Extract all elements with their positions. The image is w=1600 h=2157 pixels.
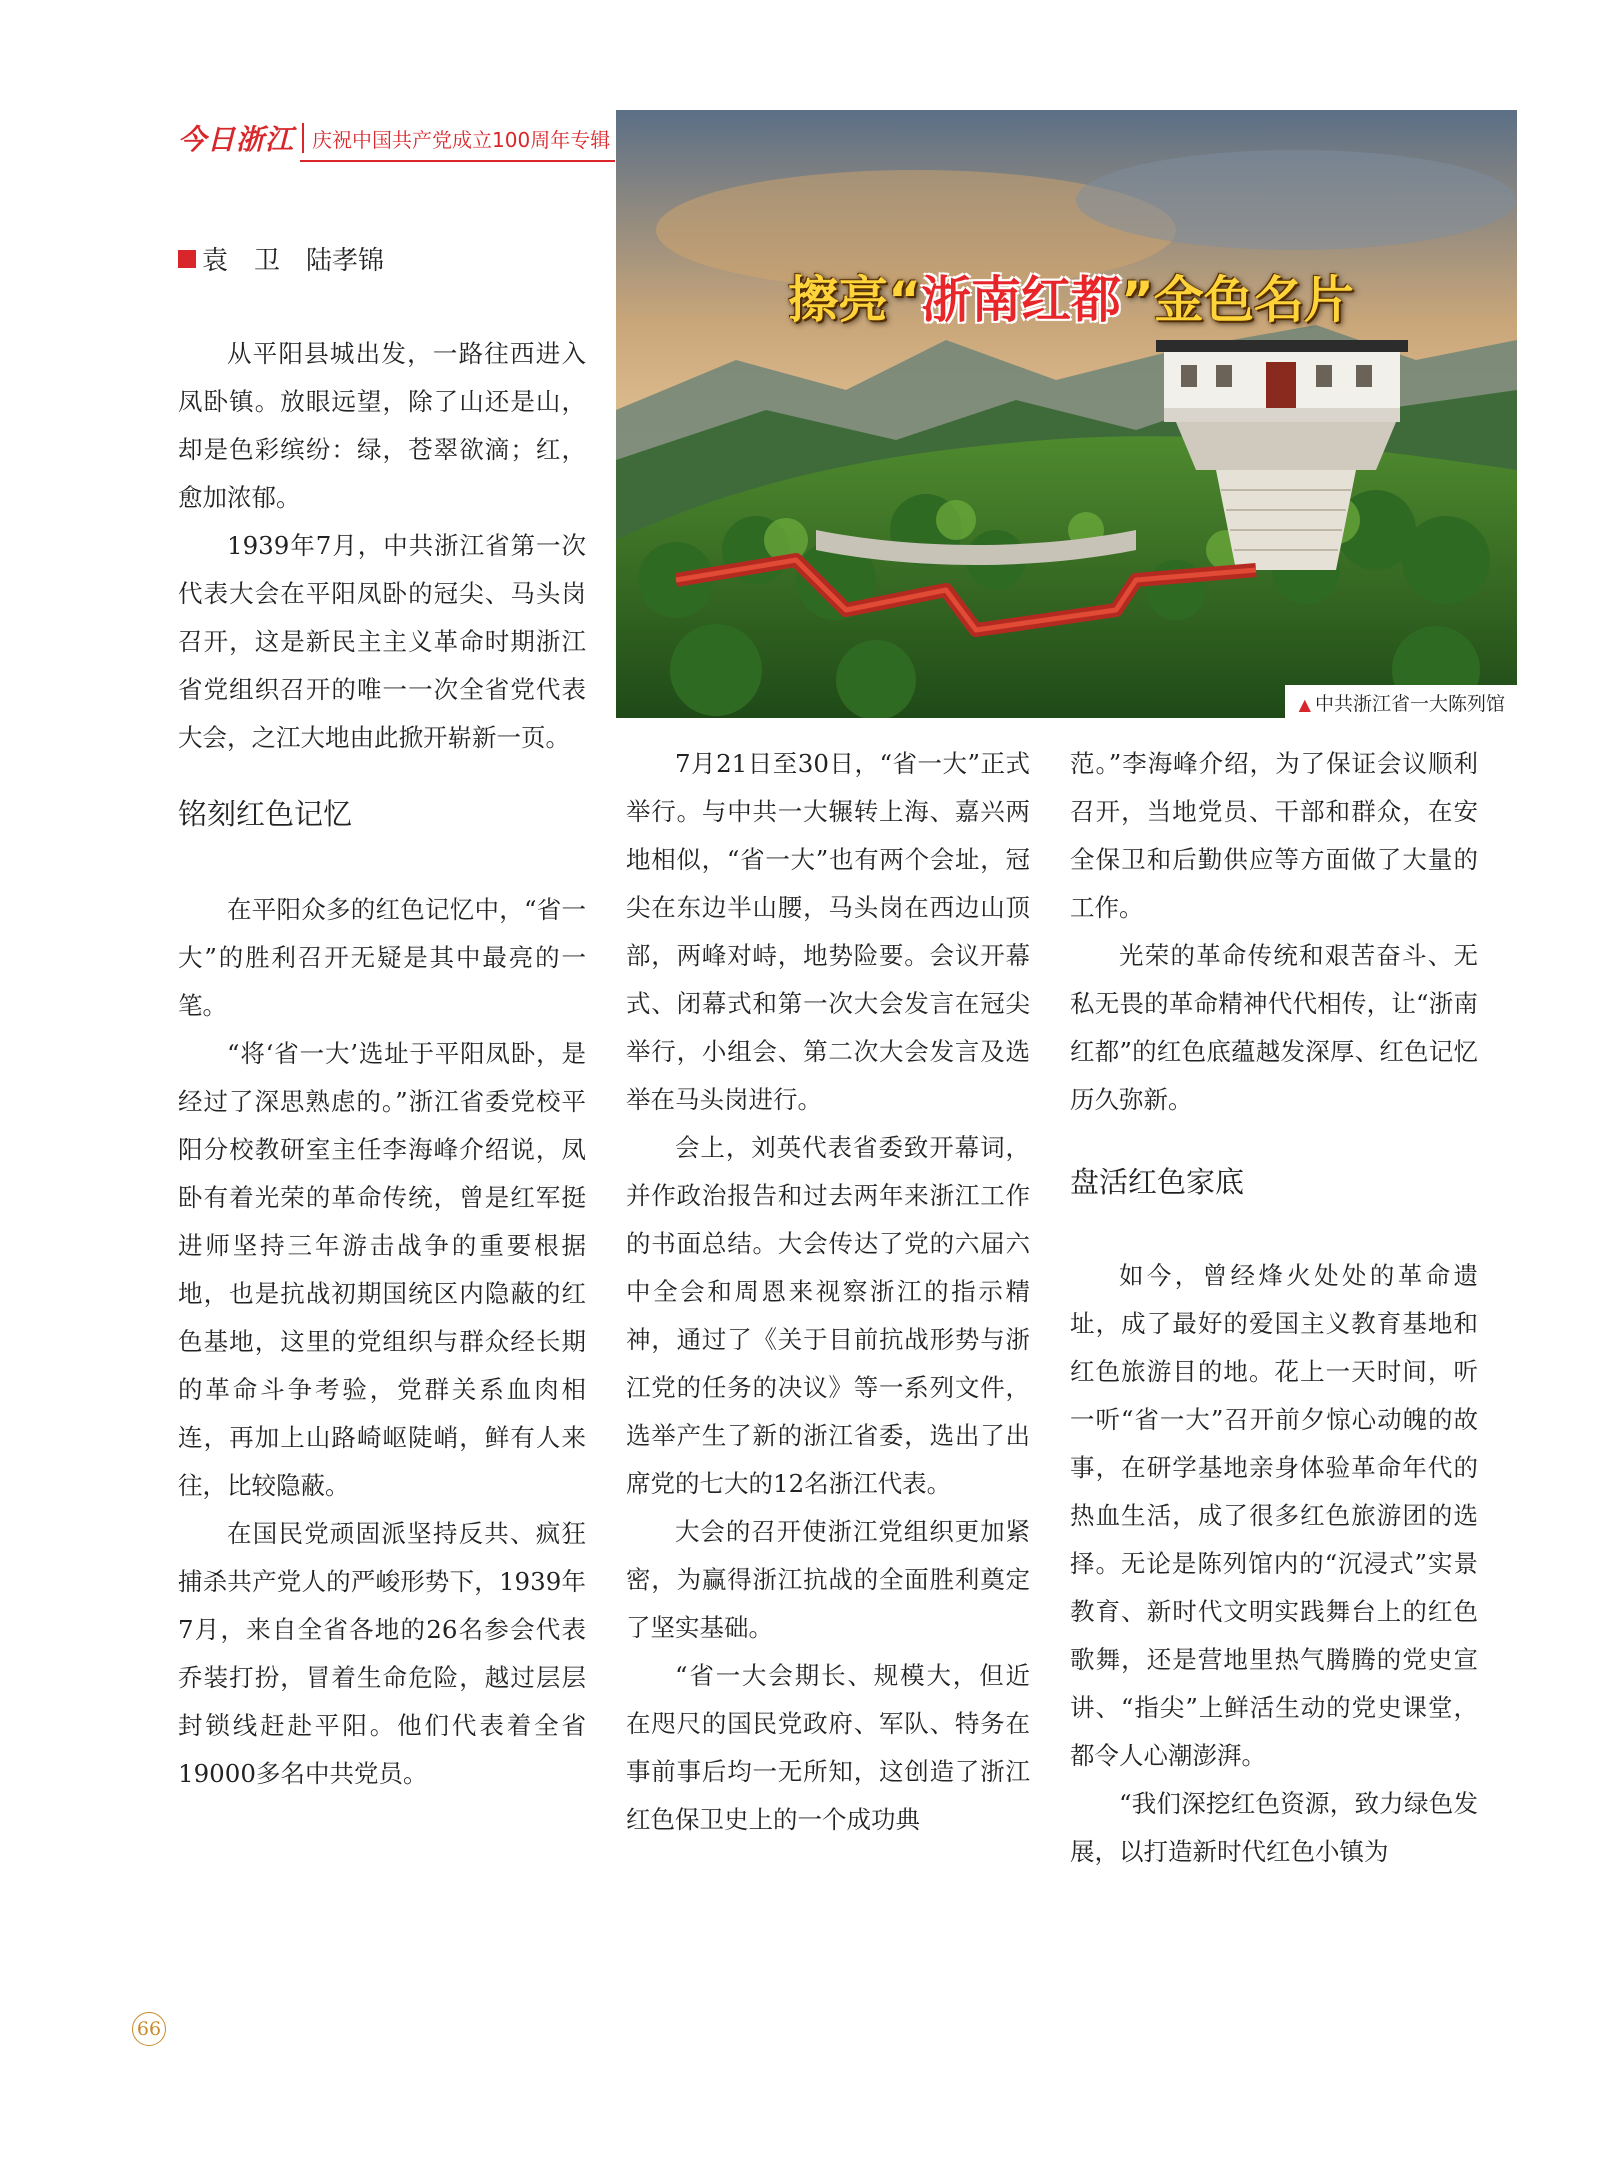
paragraph: 7月21日至30日，“省一大”正式举行。与中共一大辗转上海、嘉兴两地相似，“省一大”也有两个会址，冠尖在东边半山腰，马头岗在西边山顶部，两峰对峙，地势险要。会议开幕式、闭幕式和第一次大会发言在冠尖举行，小组会、第二次大会发言及选举在马头岗进行。 xyxy=(626,749,1030,1114)
paragraph: 如今，曾经烽火处处的革命遗址，成了最好的爱国主义教育基地和红色旅游目的地。花上一天时间，听一听“省一大”召开前夕惊心动魄的故事，在研学基地亲身体验革命年代的热血生活，成了很多红色旅游团的选择。无论是陈列馆内的“沉浸式”实景教育、新时代文明实践舞台上的红色歌舞，还是营地里热气腾腾的党史宣讲、“指尖”上鲜活生动的党史课堂，都令人心潮澎湃。 xyxy=(1070,1261,1478,1770)
paragraph: 在国民党顽固派坚持反共、疯狂捕杀共产党人的严峻形势下，1939年7月，来自全省各地的26名参会代表乔装打扮，冒着生命危险，越过层层封锁线赶赴平阳。他们代表着全省19000多名中共党员。 xyxy=(178,1519,586,1788)
paragraph: 大会的召开使浙江党组织更加紧密，为赢得浙江抗战的全面胜利奠定了坚实基础。 xyxy=(626,1517,1030,1642)
paragraph: 从平阳县城出发，一路往西进入凤卧镇。放眼远望，除了山还是山，却是色彩缤纷：绿，苍翠欲滴；红，愈加浓郁。 xyxy=(178,339,586,512)
section-heading: 铭刻红色记忆 xyxy=(178,797,353,831)
masthead-rule xyxy=(300,160,615,162)
paragraph: 范。”李海峰介绍，为了保证会议顺利召开，当地党员、干部和群众，在安全保卫和后勤供应等方面做了大量的工作。 xyxy=(1070,749,1478,922)
masthead-divider xyxy=(302,123,304,153)
triangle-icon: ▲ xyxy=(1298,695,1311,714)
feature-title: 擦亮“浙南红都”金色名片 xyxy=(788,271,1354,329)
special-issue-label: 庆祝中国共产党成立100周年专辑 xyxy=(312,127,611,152)
paragraph: 光荣的革命传统和艰苦奋斗、无私无畏的革命精神代代相传，让“浙南红都”的红色底蕴越发深厚、红色记忆历久弥新。 xyxy=(1070,941,1478,1114)
paragraph: 在平阳众多的红色记忆中，“省一大”的胜利召开无疑是其中最亮的一笔。 xyxy=(178,895,586,1020)
paragraph: “省一大会期长、规模大，但近在咫尺的国民党政府、军队、特务在事前事后均一无所知，这创造了浙江红色保卫史上的一个成功典 xyxy=(626,1661,1030,1834)
feature-photo xyxy=(616,110,1517,718)
masthead xyxy=(178,118,610,158)
column-2 xyxy=(626,740,1030,1844)
column-1 xyxy=(178,330,586,1798)
landscape-illustration xyxy=(616,110,1517,718)
paragraph: “将‘省一大’选址于平阳凤卧，是经过了深思熟虑的。”浙江省委党校平阳分校教研室主任李海峰介绍说，凤卧有着光荣的革命传统，曾是红军挺进师坚持三年游击战争的重要根据地，也是抗战初期国统区内隐蔽的红色基地，这里的党组织与群众经长期的革命斗争考验，党群关系血肉相连，再加上山路崎岖陡峭，鲜有人来往，比较隐蔽。 xyxy=(178,1039,586,1500)
photo-caption: ▲ 中共浙江省一大陈列馆 xyxy=(1285,685,1517,718)
section-heading: 盘活红色家底 xyxy=(1070,1165,1245,1199)
feature-title-highlight: 浙南红都 xyxy=(921,271,1121,329)
paragraph: 1939年7月，中共浙江省第一次代表大会在平阳凤卧的冠尖、马头岗召开，这是新民主主义革命时期浙江省党组织召开的唯一一次全省党代表大会，之江大地由此掀开崭新一页。 xyxy=(178,531,586,752)
byline-square-icon xyxy=(178,250,196,268)
paragraph: 会上，刘英代表省委致开幕词，并作政治报告和过去两年来浙江工作的书面总结。大会传达了党的六届六中全会和周恩来视察浙江的指示精神，通过了《关于目前抗战形势与浙江党的任务的决议》等一系列文件，选举产生了新的浙江省委，选出了出席党的七大的12名浙江代表。 xyxy=(626,1133,1030,1498)
column-3 xyxy=(1070,740,1478,1876)
page-number: 66 xyxy=(132,2012,166,2046)
magazine-logo: 今日浙江 xyxy=(178,123,295,156)
byline xyxy=(178,240,384,277)
paragraph: “我们深挖红色资源，致力绿色发展，以打造新时代红色小镇为 xyxy=(1070,1789,1478,1866)
byline-authors: 袁 卫 陆孝锦 xyxy=(202,246,385,276)
